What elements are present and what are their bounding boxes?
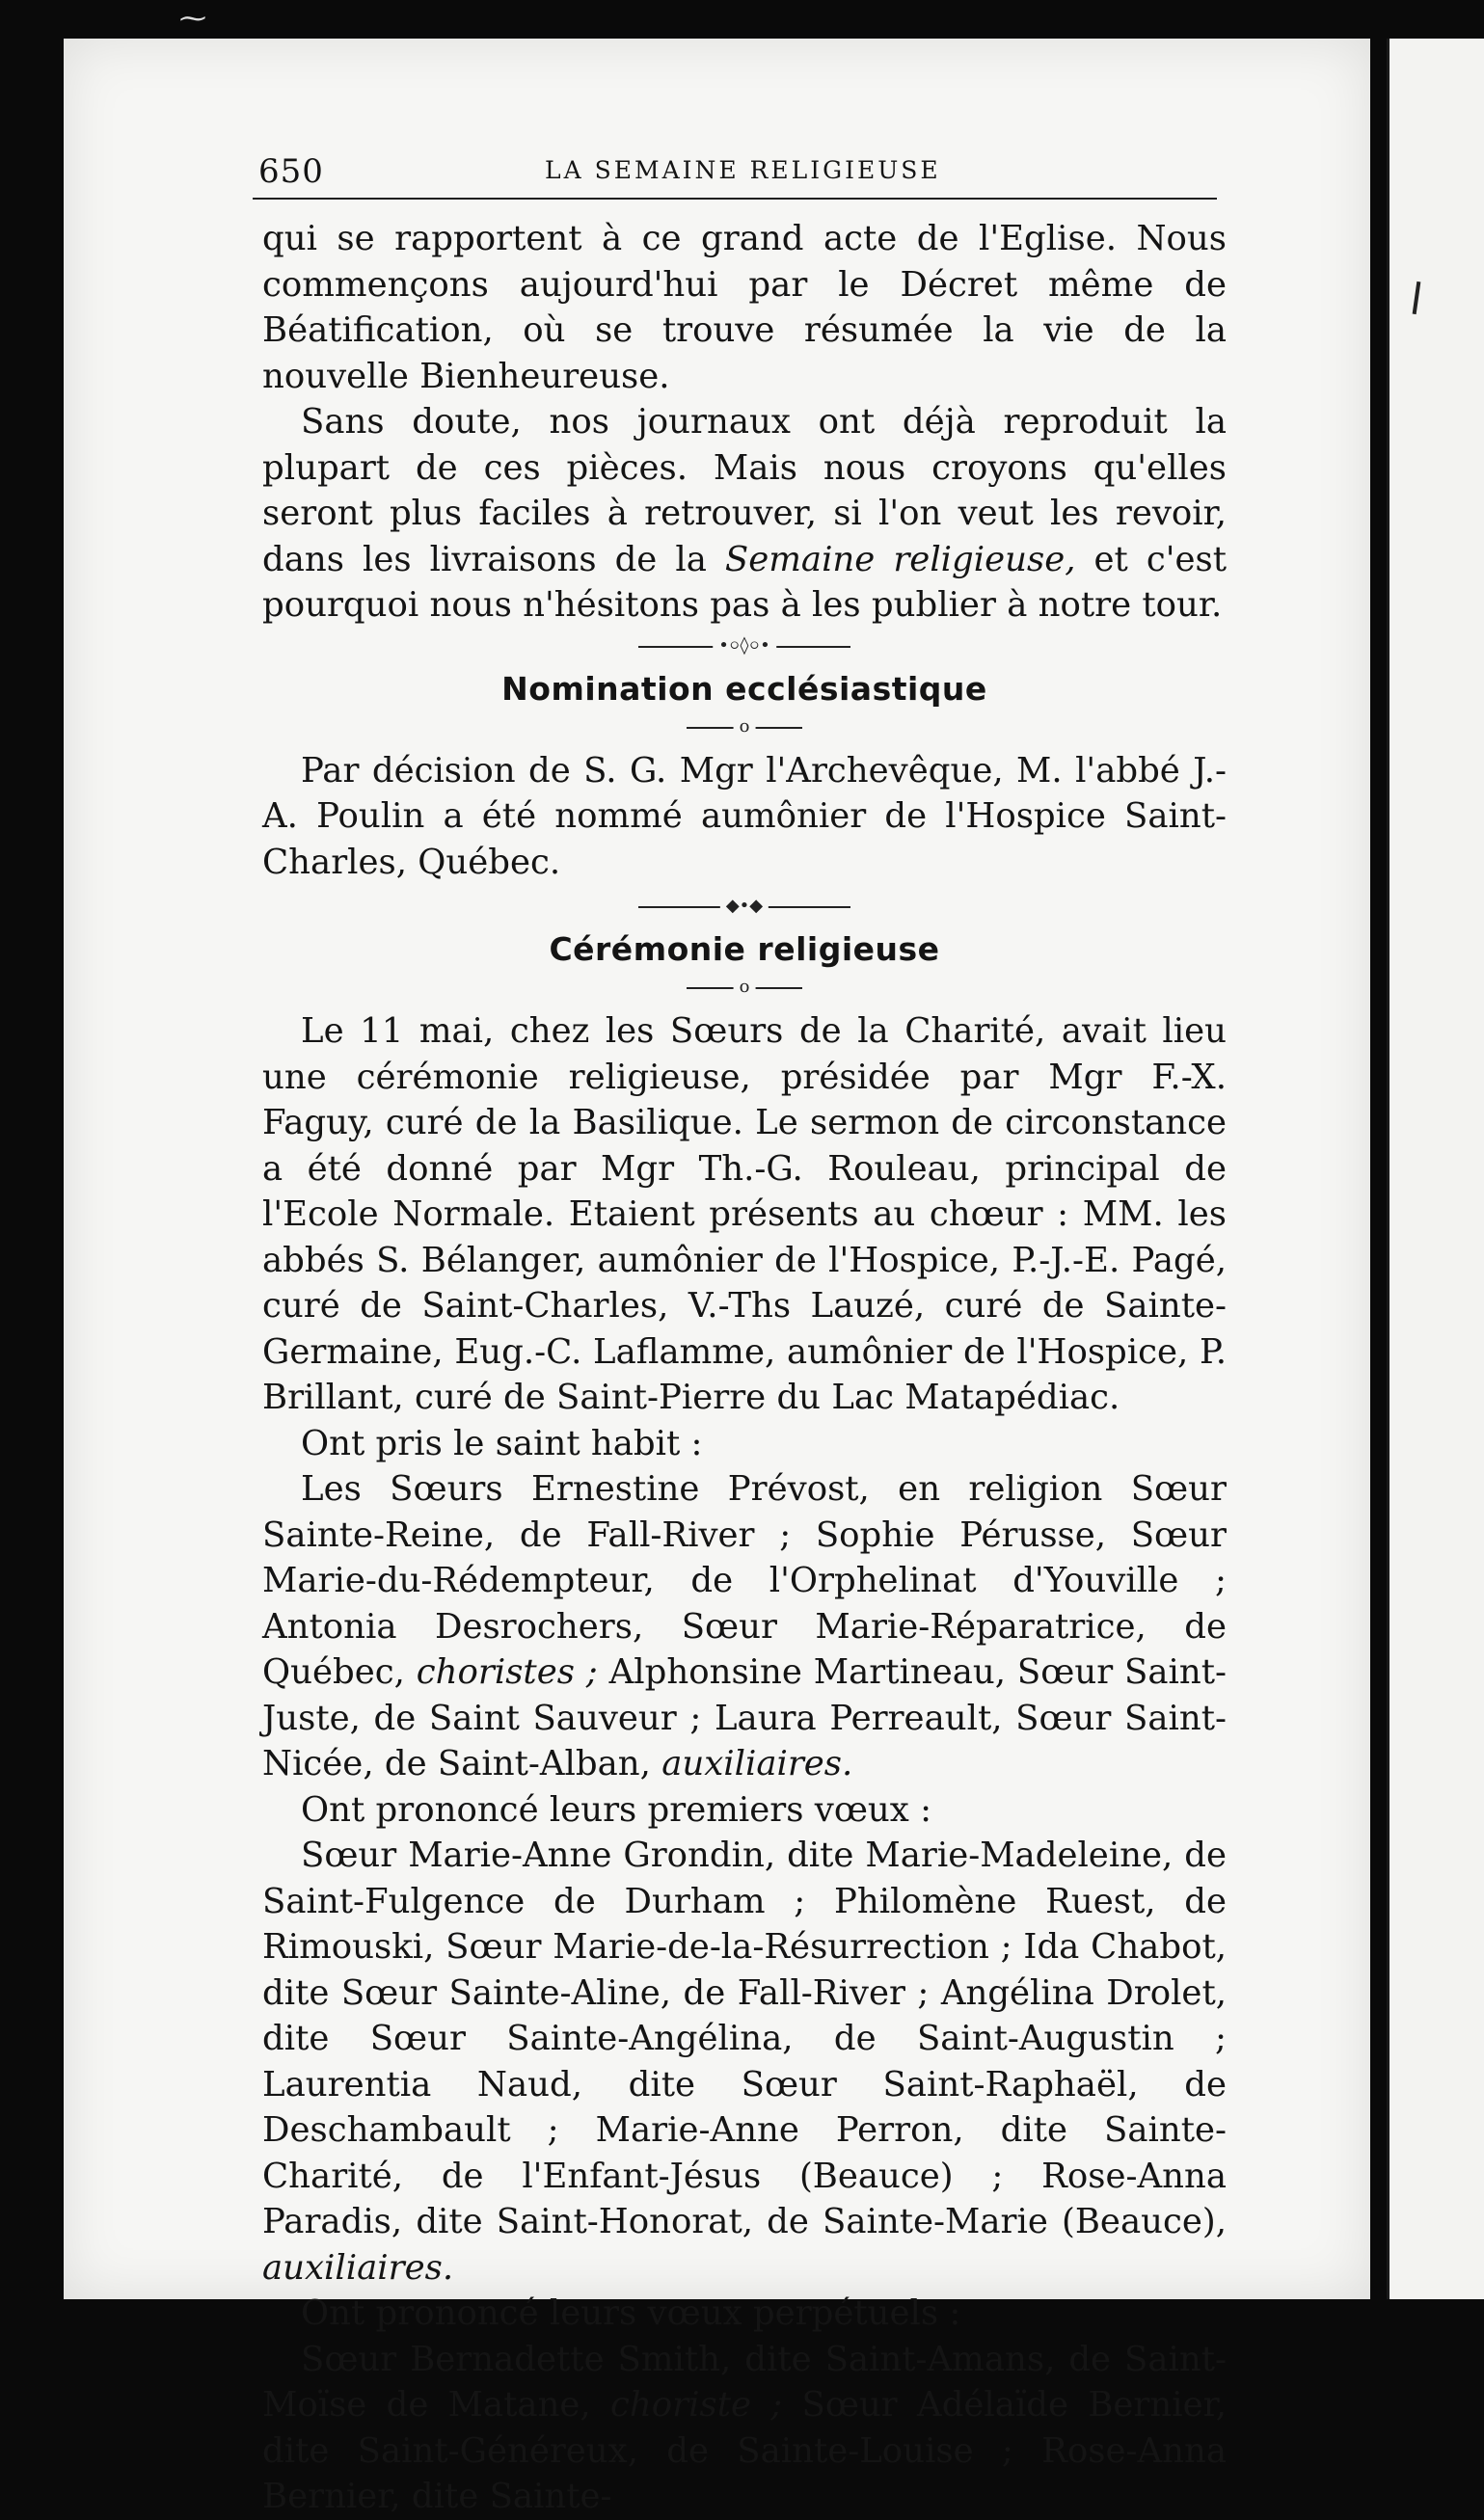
nomination-heading: Nomination ecclésiastique [501, 669, 987, 708]
divider-ornament: •০◊০• [713, 636, 776, 656]
ceremony-paragraph-7 [262, 2337, 1227, 2520]
divider-rule [638, 896, 850, 916]
p3-italic-auxiliaires: auxiliaires. [661, 1744, 853, 1783]
scan-artifact-mark: ⁓ [179, 2, 206, 34]
intro-paragraph-1: qui se rapportent à ce grand acte de l'Eglise. Nous commençons aujourd'hui par le Décret même de Béatification, où se trouve résumée la vie de la nouvelle Bienheureuse. [262, 219, 1227, 396]
small-divider-ornament: o [734, 978, 756, 997]
page-body [262, 216, 1227, 2520]
ceremony-paragraph-6: Ont prononcé leurs vœux perpétuels : [301, 2293, 961, 2333]
nomination-text: Par décision de S. G. Mgr l'Archevêque, M. l'abbé J.-A. Poulin a été nommé aumônier de l'Hospice Saint-Charles, Québec. [262, 750, 1227, 882]
journal-title: LA SEMAINE RELIGIEUSE [545, 156, 941, 184]
ceremony-paragraph-4: Ont prononcé leurs premiers vœux : [301, 1789, 932, 1830]
divider-ornament: ◆•◆ [720, 897, 769, 916]
intro-paragraph-2 [262, 399, 1227, 629]
intro-paragraph-2-text-b: et c'est pourquoi nous n'hésitons pas à les publier à notre tour. [262, 539, 1227, 625]
small-divider-rule [687, 715, 802, 737]
p5-text-a: Sœur Marie-Anne Grondin, dite Marie-Madeleine, de Saint-Fulgence de Durham ; Philomène Ruest, de Rimouski, Sœur Marie-de-la-Résurrection ; Ida Chabot, dite Sœur Sainte-Aline, de Fall-River ; Angélina Drolet, dite Sœur Sainte-Angélina, de Saint-Augustin ; Laurentia Naud, dite Sœur Saint-Raphaël, de Deschambault ; Marie-Anne Perron, dite Sainte-Charité, de l'Enfant-Jésus (Beauce) ; Rose-Anna Paradis, dite Saint-Honorat, de Sainte-Marie (Beauce), [262, 1836, 1227, 2241]
ceremony-heading: Cérémonie religieuse [549, 930, 940, 968]
header-rule [253, 198, 1217, 200]
ceremony-paragraph-2: Ont pris le saint habit : [301, 1423, 703, 1463]
small-divider-ornament: o [734, 717, 756, 737]
section-divider-1 [262, 632, 1227, 661]
nomination-small-divider [262, 713, 1227, 742]
p3-text-b: Alphonsine Martineau, Sœur Saint-Juste, de Saint Sauveur ; Laura Perreault, Sœur Saint-Nicée, de Saint-Alban, [262, 1652, 1227, 1783]
divider-rule [638, 634, 850, 656]
section-divider-2 [262, 893, 1227, 922]
page-number: 650 [258, 152, 324, 191]
small-divider-rule [687, 977, 802, 997]
ceremony-paragraph-5 [262, 1833, 1227, 2291]
p7-text-b: Sœur Adélaïde Bernier, dite Saint-Généreux, de Sainte-Louise ; Rose-Anna Bernier, dite Sainte- [262, 2385, 1227, 2516]
ceremony-small-divider [262, 974, 1227, 1003]
ceremony-paragraph-3 [262, 1466, 1227, 1787]
journal-name-italic: Semaine religieuse, [724, 539, 1076, 579]
p3-text-a: Les Sœurs Ernestine Prévost, en religion Sœur Sainte-Reine, de Fall-River ; Sophie Pérusse, Sœur Marie-du-Rédempteur, de l'Orphelinat d'Youville ; Antonia Desrochers, Sœur Marie-Réparatrice, de Québec, [262, 1469, 1227, 1692]
p7-italic-choriste: choriste ; [610, 2385, 783, 2425]
running-head [258, 148, 1223, 195]
p7-text-a: Sœur Bernadette Smith, dite Saint-Amans, de Saint-Moïse de Matane, [262, 2339, 1227, 2425]
adjacent-page-edge [1387, 39, 1484, 2299]
p5-italic-auxiliaires: auxiliaires. [262, 2247, 454, 2288]
intro-paragraph-2-text-a: Sans doute, nos journaux ont déjà reproduit la plupart de ces pièces. Mais nous croyons qu'elles seront plus faciles à retrouver, si l'on veut les revoir, dans les livraisons de la [262, 402, 1227, 579]
adjacent-page-mark [1413, 281, 1421, 314]
p3-italic-choristes: choristes ; [416, 1652, 598, 1692]
ceremony-paragraph-1: Le 11 mai, chez les Sœurs de la Charité, avait lieu une cérémonie religieuse, présidée par Mgr F.-X. Faguy, curé de la Basilique. Le sermon de circonstance a été donné par Mgr Th.-G. Rouleau, principal de l'Ecole Normale. Etaient présents au chœur : MM. les abbés S. Bélanger, aumônier de l'Hospice, P.-J.-E. Pagé, curé de Saint-Charles, V.-Ths Lauzé, curé de Sainte-Germaine, Eug.-C. Laflamme, aumônier de l'Hospice, P. Brillant, curé de Saint-Pierre du Lac Matapédiac. [262, 1011, 1227, 1417]
